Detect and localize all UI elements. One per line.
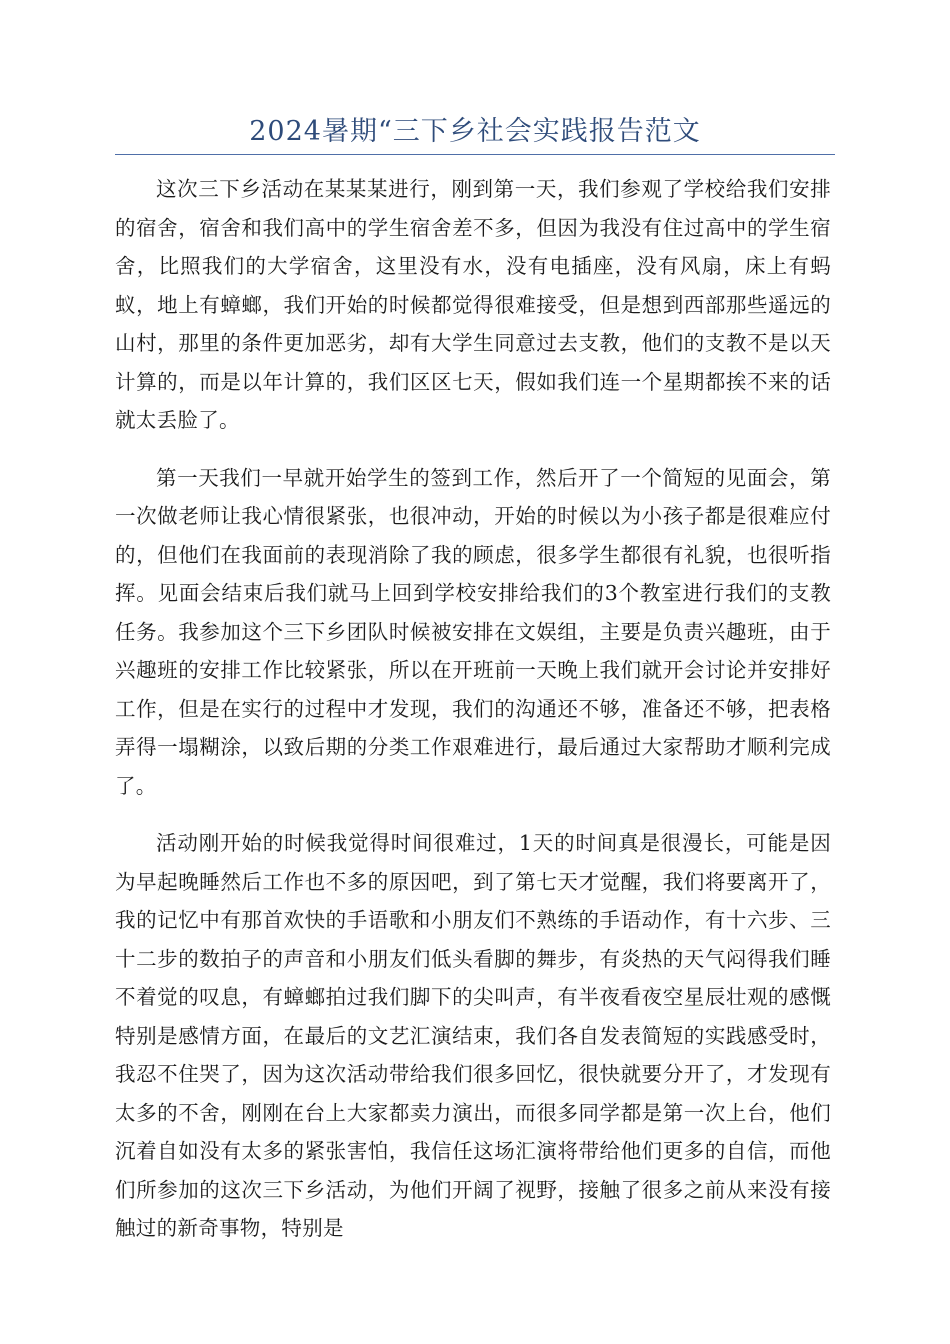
paragraph-1: 这次三下乡活动在某某某进行，刚到第一天，我们参观了学校给我们安排的宿舍，宿舍和我们高中的学生宿舍差不多，但因为我没有住过高中的学生宿舍，比照我们的大学宿舍，这里没有水，没有电插座，没有风扇，床上有蚂蚁，地上有蟑螂，我们开始的时候都觉得很难接受，但是想到西部那些遥远的山村，那里的条件更加恶劣，却有大学生同意过去支教，他们的支教不是以天计算的，而是以年计算的，我们区区七天，假如我们连一个星期都挨不来的话就太丢脸了。 (115, 177, 831, 432)
title-underline (115, 154, 835, 155)
document-body (115, 170, 831, 1248)
document-title: 2024暑期“三下乡社会实践报告范文 (249, 116, 701, 147)
paragraph-2: 第一天我们一早就开始学生的签到工作，然后开了一个简短的见面会，第一次做老师让我心情很紧张，也很冲动，开始的时候以为小孩子都是很难应付的，但他们在我面前的表现消除了我的顾虑，很多学生都很有礼貌，也很听指挥。见面会结束后我们就马上回到学校安排给我们的3个教室进行我们的支教任务。我参加这个三下乡团队时候被安排在文娱组，主要是负责兴趣班，由于兴趣班的安排工作比较紧张，所以在开班前一天晚上我们就开会讨论并安排好工作，但是在实行的过程中才发现，我们的沟通还不够，准备还不够，把表格弄得一塌糊涂，以致后期的分类工作艰难进行，最后通过大家帮助才顺利完成了。 (115, 465, 831, 798)
paragraph-3: 活动刚开始的时候我觉得时间很难过，1天的时间真是很漫长，可能是因为早起晚睡然后工作也不多的原因吧，到了第七天才觉醒，我们将要离开了，我的记忆中有那首欢快的手语歌和小朋友们不熟练的手语动作，有十六步、三十二步的数拍子的声音和小朋友们低头看脚的舞步，有炎热的天气闷得我们睡不着觉的叹息，有蟑螂拍过我们脚下的尖叫声，有半夜看夜空星辰壮观的感慨特别是感情方面，在最后的文艺汇演结束，我们各自发表简短的实践感受时，我忍不住哭了，因为这次活动带给我们很多回忆，很快就要分开了，才发现有太多的不舍，刚刚在台上大家都卖力演出，而很多同学都是第一次上台，他们沉着自如没有太多的紧张害怕，我信任这场汇演将带给他们更多的自信，而他们所参加的这次三下乡活动，为他们开阔了视野，接触了很多之前从来没有接触过的新奇事物，特别是 (115, 831, 831, 1240)
